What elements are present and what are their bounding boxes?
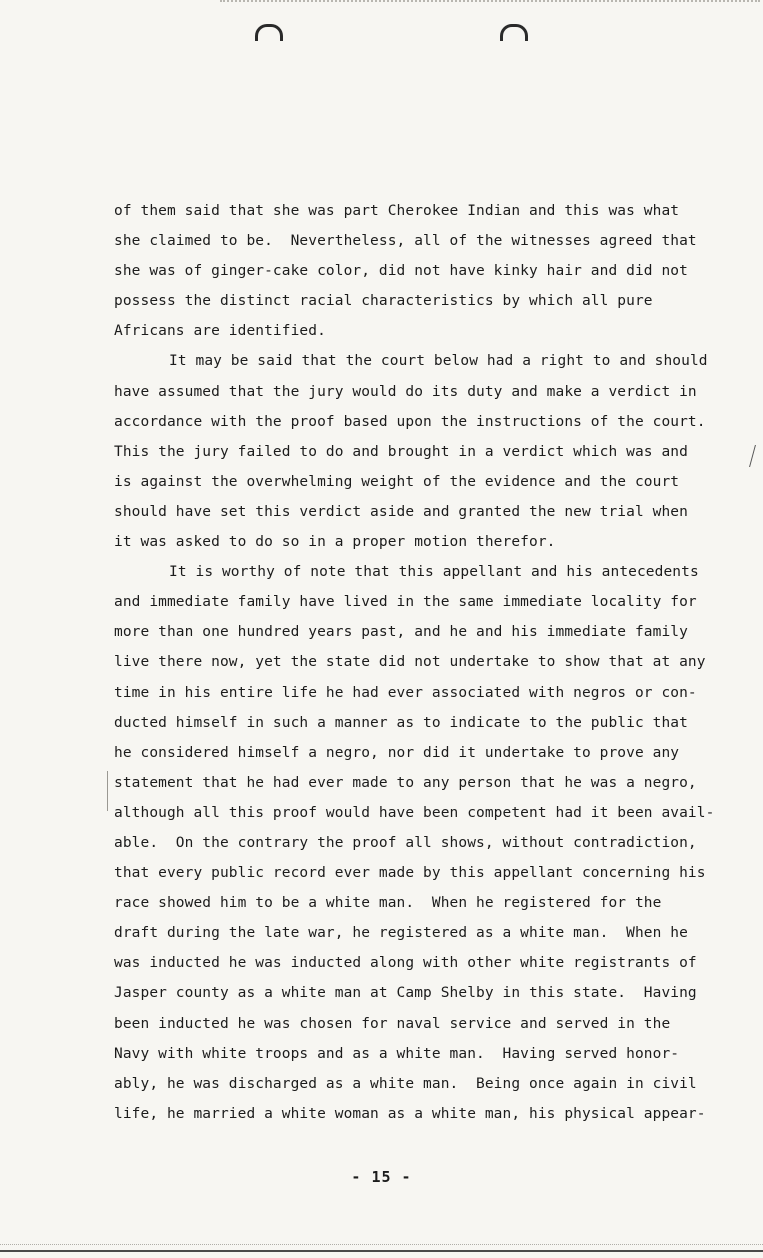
text-line: Jasper county as a white man at Camp Shelby in this state. Having xyxy=(114,985,697,1002)
text-line: she claimed to be. Nevertheless, all of the witnesses agreed that xyxy=(114,233,697,250)
text-line: it was asked to do so in a proper motion therefor. xyxy=(114,534,556,551)
bottom-rule xyxy=(0,1250,763,1252)
text-line: more than one hundred years past, and he and his immediate family xyxy=(114,624,688,641)
text-line: that every public record ever made by this appellant concerning his xyxy=(114,865,706,882)
page-number: - 15 - xyxy=(351,1168,412,1186)
text-line: life, he married a white woman as a white man, his physical appear- xyxy=(114,1105,706,1122)
text-line: of them said that she was part Cherokee Indian and this was what xyxy=(114,203,680,219)
punch-hole-mark-right xyxy=(500,24,528,41)
text-line: been inducted he was chosen for naval service and served in the xyxy=(114,1015,671,1032)
bottom-faint-rule xyxy=(0,1244,763,1245)
text-line: was inducted he was inducted along with other white registrants of xyxy=(114,955,697,972)
text-line: and immediate family have lived in the same immediate locality for xyxy=(114,594,697,611)
top-edge-dots xyxy=(220,0,760,4)
right-margin-mark xyxy=(749,445,759,467)
text-line: possess the distinct racial characteristics by which all pure xyxy=(114,293,653,310)
body-text xyxy=(114,196,726,1129)
text-line: This the jury failed to do and brought in a verdict which was and xyxy=(114,443,688,460)
margin-mark xyxy=(107,771,108,811)
text-line: ably, he was discharged as a white man. Being once again in civil xyxy=(114,1075,697,1092)
text-line: he considered himself a negro, nor did it undertake to prove any xyxy=(114,744,680,761)
text-line: although all this proof would have been competent had it been avail- xyxy=(114,804,715,821)
text-line: accordance with the proof based upon the instructions of the court. xyxy=(114,413,706,430)
punch-hole-mark-left xyxy=(255,24,283,41)
text-line: race showed him to be a white man. When he registered for the xyxy=(114,895,662,912)
paragraph-start-line: It may be said that the court below had a right to and should xyxy=(169,353,708,370)
text-line: live there now, yet the state did not undertake to show that at any xyxy=(114,654,706,671)
text-line: statement that he had ever made to any person that he was a negro, xyxy=(114,774,697,791)
text-line: draft during the late war, he registered as a white man. When he xyxy=(114,925,688,942)
text-line: Navy with white troops and as a white man. Having served honor- xyxy=(114,1045,680,1062)
text-line: ducted himself in such a manner as to indicate to the public that xyxy=(114,714,688,731)
text-line: Africans are identified. xyxy=(114,323,326,340)
text-line: should have set this verdict aside and granted the new trial when xyxy=(114,503,688,520)
text-line: is against the overwhelming weight of the evidence and the court xyxy=(114,473,680,490)
text-line: able. On the contrary the proof all shows, without contradiction, xyxy=(114,834,697,851)
paragraph-start-line: It is worthy of note that this appellant and his antecedents xyxy=(169,564,699,581)
text-line: time in his entire life he had ever associated with negros or con- xyxy=(114,684,697,701)
text-line: she was of ginger-cake color, did not have kinky hair and did not xyxy=(114,263,688,280)
text-line: have assumed that the jury would do its duty and make a verdict in xyxy=(114,383,697,400)
